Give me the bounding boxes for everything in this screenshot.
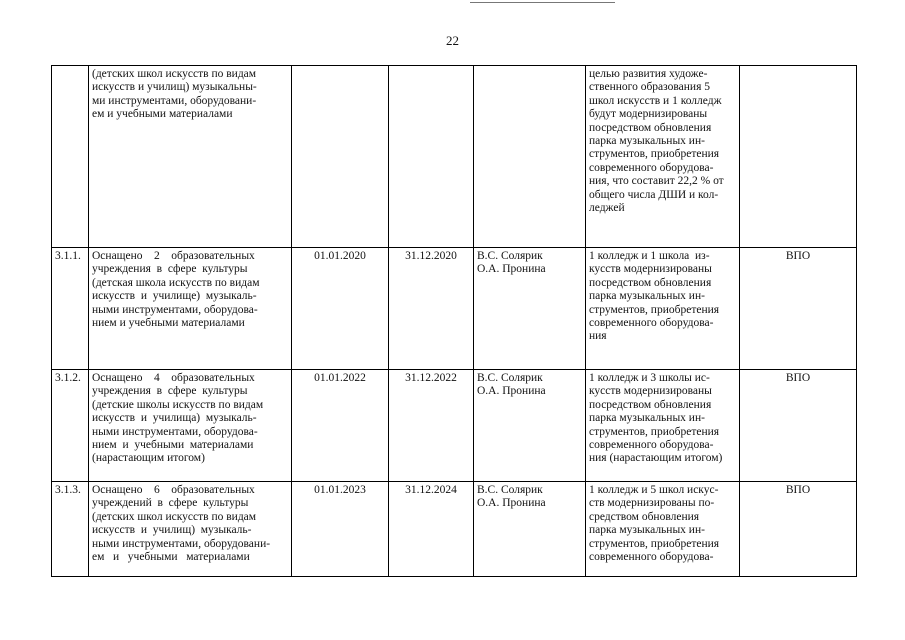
table-row	[52, 482, 857, 577]
description-line: искусств и училища) музыкаль-	[92, 412, 257, 425]
cell-description	[89, 482, 292, 577]
result-line: современного оборудова-	[589, 551, 714, 564]
result-line: общего числа ДШИ и кол-	[589, 188, 719, 201]
description-line: (детских школ искусств по видам	[92, 68, 257, 80]
result-line: посредством обновления	[589, 276, 712, 289]
result-line: 1 колледж и 3 школы ис-	[589, 372, 710, 384]
result-line: струментов, приобретения	[589, 148, 720, 161]
cell-end-date	[389, 482, 474, 577]
description-line: учреждения в сфере культуры	[92, 263, 248, 276]
end-date: 31.12.2020	[405, 250, 457, 262]
cell-description	[89, 248, 292, 370]
result-line: современного оборудова-	[589, 161, 714, 174]
result-line: будут модернизированы	[589, 108, 708, 121]
description-line: ми инструментами, оборудовани-	[92, 94, 257, 107]
result-line: парка музыкальных ин-	[589, 412, 705, 425]
result-line: посредством обновления	[589, 121, 712, 134]
item-number: 3.1.2.	[55, 372, 81, 384]
cell-start-date	[292, 66, 389, 248]
item-number: 3.1.1.	[55, 250, 81, 262]
program-code: ВПО	[785, 484, 811, 496]
result-line: парка музыкальных ин-	[589, 290, 705, 303]
description-line: Оснащено 2 образовательных	[92, 250, 255, 262]
result-line: ния	[589, 330, 607, 343]
result-line: парка музыкальных ин-	[589, 524, 705, 537]
description-line: Оснащено 4 образовательных	[92, 372, 255, 384]
cell-responsible	[474, 370, 586, 482]
cell-description	[89, 66, 292, 248]
cell-result	[586, 66, 740, 248]
description-line: учреждения в сфере культуры	[92, 385, 248, 398]
result-line: современного оборудова-	[589, 439, 714, 452]
result-line: кусств модернизированы	[589, 263, 712, 276]
cell-program-code	[740, 248, 857, 370]
result-line: струментов, приобретения	[589, 425, 720, 438]
description-line: искусств и училищ) музыкаль-	[92, 524, 252, 537]
page-number: 22	[446, 33, 459, 48]
scan-top-line	[470, 2, 615, 3]
result-line: средством обновления	[589, 510, 700, 523]
cell-end-date	[389, 66, 474, 248]
result-line: 1 колледж и 1 школа из-	[589, 250, 710, 262]
cell-number	[52, 248, 89, 370]
program-code: ВПО	[785, 250, 811, 262]
result-line: посредством обновления	[589, 398, 712, 411]
cell-number	[52, 370, 89, 482]
start-date: 01.01.2022	[314, 372, 366, 384]
description-line: ными инструментами, оборудова-	[92, 425, 258, 438]
result-line: ния (нарастающим итогом)	[589, 452, 723, 465]
result-line: струментов, приобретения	[589, 537, 720, 550]
responsible-person: В.С. Солярик	[477, 484, 543, 496]
result-line: леджей	[589, 202, 625, 215]
result-line: ственного образования 5	[589, 81, 710, 94]
cell-number	[52, 482, 89, 577]
description-line: (нарастающим итогом)	[92, 452, 205, 465]
result-line: школ искусств и 1 колледж	[589, 94, 722, 107]
responsible-person: О.А. Пронина	[477, 385, 546, 398]
description-line: (детская школа искусств по видам	[92, 276, 260, 289]
description-line: ем и учебными материалами	[92, 551, 250, 564]
responsible-person: В.С. Солярик	[477, 372, 543, 384]
cell-end-date	[389, 248, 474, 370]
cell-result	[586, 482, 740, 577]
description-line: Оснащено 6 образовательных	[92, 484, 255, 496]
end-date: 31.12.2022	[405, 372, 457, 384]
cell-responsible	[474, 66, 586, 248]
result-line: кусств модернизированы	[589, 385, 712, 398]
description-line: искусств и училище) музыкаль-	[92, 290, 257, 303]
result-line: целью развития художе-	[589, 68, 708, 80]
start-date: 01.01.2023	[314, 484, 366, 496]
cell-result	[586, 370, 740, 482]
description-line: ем и учебными материалами	[92, 108, 233, 121]
description-line: (детских школ искусств по видам	[92, 510, 257, 523]
cell-program-code	[740, 370, 857, 482]
description-line: ными инструментами, оборудовани-	[92, 537, 271, 550]
start-date: 01.01.2020	[314, 250, 366, 262]
cell-responsible	[474, 482, 586, 577]
cell-result	[586, 248, 740, 370]
program-code: ВПО	[785, 372, 811, 384]
cell-start-date	[292, 482, 389, 577]
description-line: (детские школы искусств по видам	[92, 398, 264, 411]
description-line: нием и учебными материалами	[92, 439, 254, 452]
result-line: современного оборудова-	[589, 317, 714, 330]
cell-program-code	[740, 66, 857, 248]
result-line: ния, что составит 22,2 % от	[589, 175, 724, 188]
responsible-person: О.А. Пронина	[477, 263, 546, 276]
responsible-person: В.С. Солярик	[477, 250, 543, 262]
result-line: парка музыкальных ин-	[589, 135, 705, 148]
result-line: ств модернизированы по-	[589, 497, 715, 510]
cell-program-code	[740, 482, 857, 577]
table-row	[52, 66, 857, 248]
cell-end-date	[389, 370, 474, 482]
table-row	[52, 370, 857, 482]
cell-start-date	[292, 248, 389, 370]
table-row	[52, 248, 857, 370]
cell-description	[89, 370, 292, 482]
activity-plan-table	[51, 65, 857, 577]
end-date: 31.12.2024	[405, 484, 457, 496]
description-line: ными инструментами, оборудова-	[92, 303, 258, 316]
cell-number	[52, 66, 89, 248]
description-line: нием и учебными материалами	[92, 317, 245, 330]
item-number: 3.1.3.	[55, 484, 81, 496]
responsible-person: О.А. Пронина	[477, 497, 546, 510]
description-line: учреждений в сфере культуры	[92, 497, 249, 510]
cell-start-date	[292, 370, 389, 482]
description-line: искусств и училищ) музыкальны-	[92, 81, 257, 94]
cell-responsible	[474, 248, 586, 370]
result-line: струментов, приобретения	[589, 303, 720, 316]
result-line: 1 колледж и 5 школ искус-	[589, 484, 719, 496]
